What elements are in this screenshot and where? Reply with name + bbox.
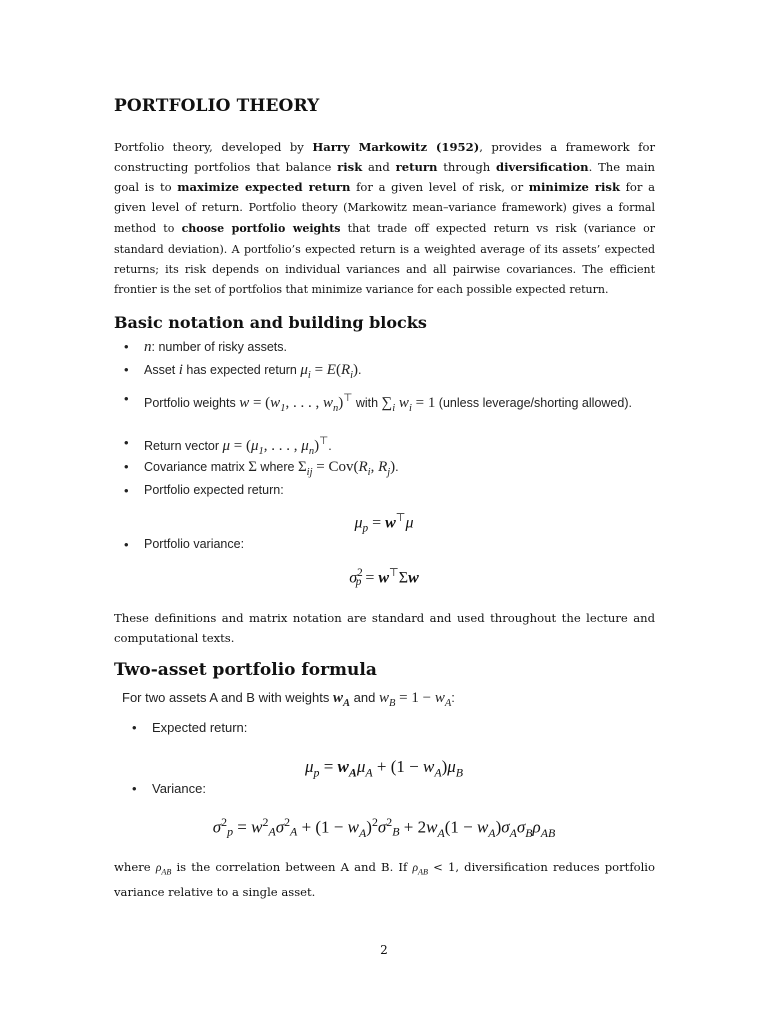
- list-item-text: Covariance matrix: [144, 460, 249, 474]
- list-item-text: where: [256, 460, 298, 474]
- list-item-text: with: [352, 396, 382, 410]
- notation-list: [114, 339, 674, 503]
- intro-bold-return: return: [395, 160, 438, 174]
- closing-text: is the correlation between A and B. If: [171, 860, 413, 874]
- list-item: • Covariance matrix Σ where $\Sigma_{ij} = Cov(R_i$, $R_j$).: [114, 459, 674, 483]
- list-item: • n: number of risky assets.: [114, 339, 674, 362]
- list-item-text: Portfolio expected return:: [144, 483, 284, 497]
- list-item-text: has expected return: [182, 363, 301, 377]
- list-item: [114, 483, 674, 503]
- list-item-text: : number of risky assets.: [151, 340, 287, 354]
- closing-text: where: [114, 860, 156, 874]
- intro-bold-maximize: maximize expected return: [177, 180, 351, 194]
- list-item: • Return vector $\mu = (\mu_1$, . . . , $\mu_n)^⊤$.: [114, 435, 674, 459]
- closing-text: < 1, diversification reduces portfolio variance relative to a single asset.: [114, 860, 656, 900]
- list-item: [114, 537, 674, 551]
- intro-bold-weights: choose portfolio weights: [181, 222, 341, 235]
- list-item: [122, 720, 682, 735]
- page-number: 2: [380, 943, 388, 957]
- definitions-paragraph: These definitions and matrix notation are standard and used throughout the lecture and computational texts.: [114, 611, 655, 645]
- list-item: • Portfolio weights $w = (w_1$, . . . , $w_n)^⊤$ with $\sum_i$ $w_i = 1$ (unless leverage/shorting allowed).: [114, 386, 674, 435]
- page-title: PORTFOLIO THEORY: [114, 96, 320, 116]
- lead-text: For two assets A and B with weights: [122, 690, 333, 705]
- section-heading-notation: Basic notation and building blocks: [114, 313, 427, 332]
- list-item-text: Return vector: [144, 439, 223, 453]
- section-heading-two-asset: Two-asset portfolio formula: [114, 660, 377, 680]
- notation-list-variance: [114, 537, 674, 551]
- correlation-paragraph: where $\rho_{AB}$ is the correlation between A and B. If $\rho_{AB} < 1$, diversification reduces portfolio variance relative to a single asset.: [114, 860, 656, 900]
- intro-text: , provides a framework for constructing portfolios that balance: [114, 140, 655, 174]
- intro-text: Portfolio theory, developed by: [114, 140, 313, 154]
- list-item-text: Portfolio weights: [144, 396, 240, 410]
- list-item-text: Variance:: [152, 781, 206, 796]
- list-item: [122, 781, 682, 796]
- two-asset-lead: For two assets A and B with weights $w_A$ and $w_B = 1 - w_A$:: [122, 690, 455, 709]
- intro-text: for a given level of return.: [114, 180, 656, 214]
- intro-text: and: [362, 160, 396, 174]
- intro-text: for a given level of risk, or: [350, 180, 529, 194]
- intro-paragraph: [114, 137, 655, 299]
- intro-bold-risk: risk: [337, 160, 363, 174]
- lead-text: and: [350, 690, 379, 705]
- intro-bold-minimize: minimize risk: [528, 180, 620, 194]
- two-asset-list: [122, 720, 682, 735]
- list-item-text: Expected return:: [152, 720, 248, 735]
- intro-text: . The main goal is to: [114, 160, 655, 194]
- list-item-text: Asset: [144, 363, 179, 377]
- two-asset-list-variance: [122, 781, 682, 796]
- intro-bold-diversification: diversification: [496, 160, 589, 174]
- list-item-text: (unless leverage/shorting allowed).: [435, 396, 632, 410]
- intro-text: through: [437, 160, 496, 174]
- equation-variance: $\sigma^2p = w^⊤\Sigma w$: [349, 567, 419, 589]
- equation-two-asset-variance: $\sigma^2p = w^2A\sigma^2A + (1 - w_A)^2\sigma^2B + 2w_A(1 - w_A)\sigma_A\sigma_B\rho_{AB}$: [212, 815, 556, 841]
- intro-text: Portfolio theory (Markowitz mean–variance framework) gives a formal method to: [114, 201, 655, 235]
- equation-two-asset-return: $\mu_p = w_A\mu_A + (1 - w_A)\mu_B$: [304, 757, 464, 780]
- equation-expected-return: $\mu_p = w^⊤\mu$: [354, 512, 414, 535]
- list-item: • Asset i has expected return $\mu_i = E(R_i)$.: [114, 362, 674, 386]
- intro-bold-markowitz: Harry Markowitz (1952): [312, 140, 480, 154]
- intro-text: that trade off expected return vs risk (variance or standard deviation). A portfolio’s expected return is a weighted average of its assets’ expected returns; its risk depends on individual variances and all pairwise covariances. The efficient frontier is the set of portfolios that minimize variance for each possible expected return.: [114, 222, 656, 296]
- list-item-text: Portfolio variance:: [144, 537, 245, 551]
